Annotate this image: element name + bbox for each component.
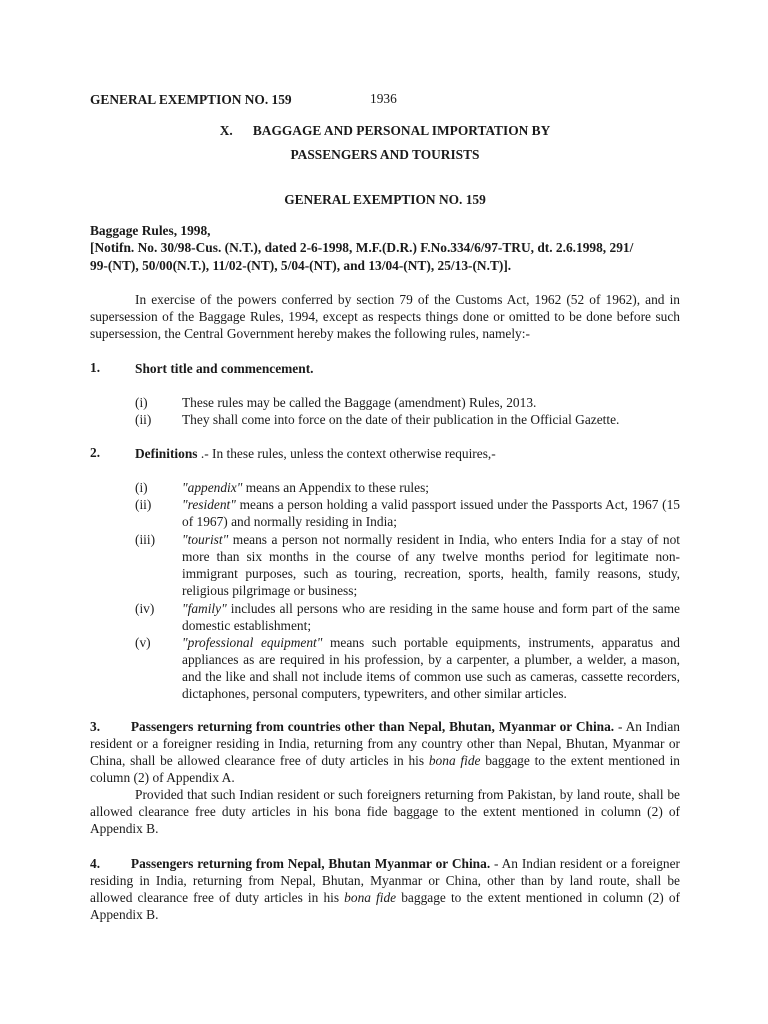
- item-roman: (iv): [135, 601, 155, 616]
- definition: includes all persons who are residing in the same house and form part of the same domestic establishment;: [182, 601, 680, 633]
- defined-term: "tourist": [182, 532, 229, 547]
- chapter-title-line1: BAGGAGE AND PERSONAL IMPORTATION BY: [252, 123, 551, 138]
- section-4-text-a: - An Indian resident or a foreigner residing in India, returning from Nepal, Bhutan, Myanmar or China, other than by land route, shall be allowed clearance free of duty articles in his: [90, 856, 681, 905]
- section-4: [90, 855, 680, 923]
- item-roman: (v): [135, 635, 151, 650]
- section-3-text-a: - An Indian resident or a foreigner residing in India, returning from any country other than Nepal, Bhutan, Myanmar or China, shall be allowed clearance free of duty articles in his: [90, 719, 681, 768]
- section-3-proviso: Provided that such Indian resident or such foreigners returning from Pakistan, by land route, shall be allowed clearance free duty articles in his bona fide baggage to the extent mentioned in column (2) of Appendix B.: [90, 787, 680, 836]
- section-4-heading: Passengers returning from Nepal, Bhutan Myanmar or China.: [130, 856, 491, 871]
- section-4-number: 4.: [90, 856, 101, 871]
- preamble: In exercise of the powers conferred by section 79 of the Customs Act, 1962 (52 of 1962), and in supersession of the Baggage Rules, 1994, except as respects things done or omitted to be done before such supersession, the Central Government hereby makes the following rules, namely:-: [90, 292, 680, 341]
- list-item: [135, 600, 680, 634]
- definition: means an Appendix to these rules;: [242, 480, 430, 495]
- list-item: [135, 479, 680, 496]
- item-roman: (i): [135, 480, 148, 495]
- notification-line-1: [Notifn. No. 30/98-Cus. (N.T.), dated 2-6-1998, M.F.(D.R.) F.No.334/6/97-TRU, dt. 2.6.1998, 291/: [90, 240, 634, 255]
- section-3-italic: bona fide: [428, 753, 481, 768]
- item-roman: (i): [135, 395, 148, 410]
- section-2-intro: .- In these rules, unless the context otherwise requires,-: [197, 446, 496, 461]
- section-3: [90, 718, 680, 786]
- defined-term: "professional equipment": [182, 635, 323, 650]
- section-3-heading: Passengers returning from countries other than Nepal, Bhutan, Myanmar or China.: [130, 719, 615, 734]
- item-text: [182, 634, 680, 702]
- defined-term: "appendix": [182, 480, 243, 495]
- list-item: [135, 634, 680, 702]
- definition: means such portable equipments, instruments, apparatus and appliances as are required in his profession, by a carpenter, a plumber, a welder, a mason, and the like and shall not include items of common use such as cameras, cassette recorders, dictaphones, personal computers, typewriters, and other similar articles.: [182, 635, 680, 701]
- exemption-title: GENERAL EXEMPTION NO. 159: [284, 192, 486, 207]
- item-text: They shall come into force on the date of their publication in the Official Gazette.: [182, 412, 620, 427]
- section-1-number: 1.: [90, 360, 101, 375]
- list-item: [135, 411, 680, 428]
- rules-name: Baggage Rules, 1998,: [90, 223, 211, 238]
- item-roman: (ii): [135, 412, 152, 427]
- list-item: [135, 394, 680, 411]
- item-text: [182, 600, 680, 634]
- defined-term: "resident": [182, 497, 236, 512]
- definition: means a person not normally resident in India, who enters India for a stay of not more than six months in the course of any twelve months period for legitimate non-immigrant purposes, such as touring, recreation, sports, health, family reasons, study, religious pilgrimage or business;: [182, 532, 680, 598]
- section-4-text-b: baggage to the extent mentioned in column (2) of Appendix B.: [90, 890, 680, 922]
- chapter-title-line2: PASSENGERS AND TOURISTS: [290, 147, 480, 162]
- section-2-heading-text: Definitions: [135, 446, 198, 461]
- running-header: GENERAL EXEMPTION NO. 159: [90, 92, 292, 107]
- section-2-number: 2.: [90, 445, 101, 460]
- definition: means a person holding a valid passport issued under the Passports Act, 1967 (15 of 1967) and normally residing in India;: [182, 497, 680, 529]
- defined-term: "family": [182, 601, 227, 616]
- item-text: [182, 479, 680, 496]
- section-3-text-b: baggage to the extent mentioned in column (2) of Appendix A.: [90, 753, 680, 785]
- notification-line-2: 99-(NT), 50/00(N.T.), 11/02-(NT), 5/04-(NT), and 13/04-(NT), 25/13-(N.T)].: [90, 258, 512, 273]
- item-text: [182, 496, 680, 530]
- list-item: [135, 531, 680, 599]
- item-text: These rules may be called the Baggage (amendment) Rules, 2013.: [182, 395, 537, 410]
- section-1-heading: Short title and commencement.: [135, 361, 314, 376]
- page-number: 1936: [370, 91, 397, 106]
- list-item: [135, 496, 680, 530]
- section-2-heading: [135, 445, 680, 462]
- section-3-number: 3.: [90, 719, 101, 734]
- section-4-italic: bona fide: [344, 890, 397, 905]
- item-text: [182, 531, 680, 599]
- chapter-title: [90, 122, 680, 139]
- item-roman: (ii): [135, 497, 152, 512]
- chapter-number: X.: [219, 123, 233, 138]
- item-roman: (iii): [135, 532, 156, 547]
